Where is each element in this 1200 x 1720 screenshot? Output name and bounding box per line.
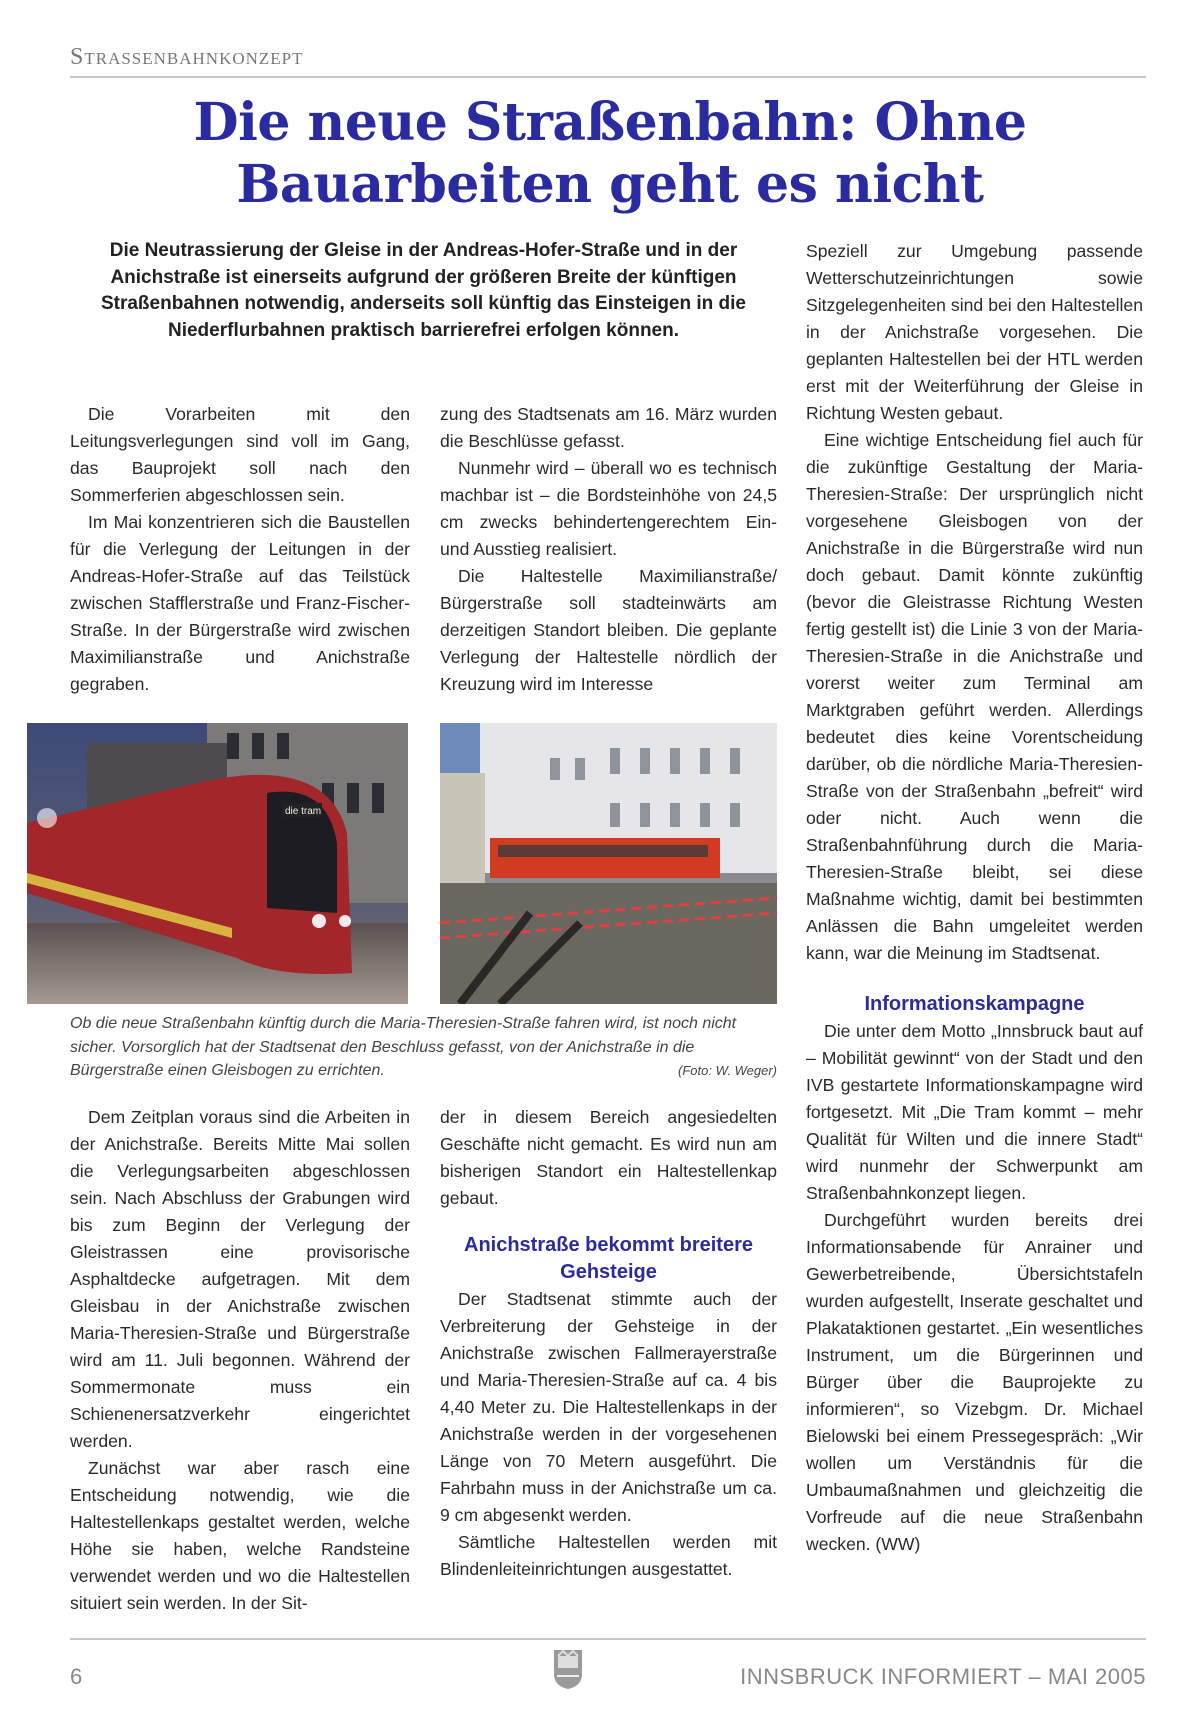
paragraph: Eine wichtige Entscheidung fiel auch für die zukünftige Gestaltung der Maria-Theresien-Straße: Der ursprünglich nicht vorgesehene Gleisbogen von der Anichstraße in die Bürgerstraße wird nun doch gebaut. Damit könnte zukünftig (bevor die Gleistrasse Richtung Westen fertig gestellt ist) die Linie 3 von der Maria-Theresien-Straße in die Anichstraße und vorerst weiter zum Terminal am Marktgraben geführt werden. Allerdings bedeutet dies keine Vorentscheidung darüber, ob die nördliche Maria-Theresien-Straße von der Straßenbahn „befreit“ wird oder nicht. Auch wenn die Straßenbahnführung durch die Maria-Theresien-Straße bleibt, sei diese Maßnahme wichtig, damit bei bestimmten Anlässen die Bahn umgeleitet werden kann, war die Meinung im Stadtsenat. <box>806 430 1143 963</box>
paragraph: Die Vorarbeiten mit den Leitungsverlegungen sind voll im Gang, das Bauprojekt soll nach den Sommerferien abgeschlossen sein. <box>70 404 410 505</box>
page-number: 6 <box>70 1664 83 1689</box>
tram-destination-sign: die tram <box>285 806 322 817</box>
paragraph: Nunmehr wird – überall wo es technisch machbar ist – die Bordsteinhöhe von 24,5 cm zwecks behindertengerechtem Ein- und Ausstieg realisiert. <box>440 458 777 559</box>
paragraph: Dem Zeitplan voraus sind die Arbeiten in der Anichstraße. Bereits Mitte Mai sollen die Verlegungsarbeiten abgeschlossen sein. Nach Abschluss der Grabungen wird bis zum Beginn der Verlegung der Gleistrassen eine provisorische Asphaltdecke aufgetragen. Mit dem Gleisbau in der Anichstraße zwischen Maria-Theresien-Straße und Bürgerstraße wird am 11. Juli begonnen. Während der Sommermonate muss ein Schienenersatzverkehr eingerichtet werden. <box>70 1107 410 1451</box>
subheading-informationskampagne: Informationskampagne <box>864 993 1085 1015</box>
lead-paragraph: Die Neutrassierung der Gleise in der Andreas-Hofer-Straße und in der Anichstraße ist einerseits aufgrund der größeren Breite der künftigen Straßenbahnen notwendig, anderseits soll künftig das Einsteigen in die Niederflurbahnen praktisch barrierefrei erfolgen können. <box>100 240 747 341</box>
paragraph: Der Stadtsenat stimmte auch der Verbreiterung der Gehsteige in der Anichstraße zwischen Fallmerayerstraße und Maria-Theresien-Straße auf ca. 4 bis 4,40 Meter zu. Die Haltestellenkaps in der Anichstraße werden in der vorgesehenen Länge von 70 Metern ausgeführt. Die Fahrbahn muss in der Anichstraße um ca. 9 cm abgesenkt werden. <box>440 1289 777 1525</box>
paragraph: Die Haltestelle Maximilianstraße/ Bürgerstraße soll stadteinwärts am derzeitigen Standort bleiben. Die geplante Verlegung der Haltestelle nördlich der Kreuzung wird im Interesse <box>440 566 777 694</box>
column-2-bottom <box>440 1104 777 1583</box>
paragraph: Zunächst war aber rasch eine Entscheidung notwendig, wie die Haltestellenkaps gestaltet werden, welche Höhe sie haben, welche Randsteine verwendet werden und wo die Haltestellen situiert sein werden. In der Sit- <box>70 1458 410 1613</box>
column-1-bottom <box>70 1104 410 1617</box>
construction-site-photo <box>440 723 777 1004</box>
column-2-top <box>440 401 777 698</box>
column-1-top <box>70 401 410 698</box>
photo-caption <box>70 1012 777 1083</box>
paragraph: Im Mai konzentrieren sich die Baustellen für die Verlegung der Leitungen in der Andreas-Hofer-Straße auf das Teilstück zwischen Stafflerstraße und Franz-Fischer-Straße. In der Bürgerstraße wird zwischen Maximilianstraße und Anichstraße gegraben. <box>70 512 410 694</box>
caption-text: Ob die neue Straßenbahn künftig durch die Maria-Theresien-Straße fahren wird, ist noch nicht sicher. Vorsorglich hat der Stadtsenat den Beschluss gefasst, von der Anichstraße in die Bürgerstraße einen Gleisbogen zu errichten. <box>70 1015 737 1079</box>
title-line-2: Bauarbeiten geht es nicht <box>236 154 984 215</box>
column-3 <box>806 238 1143 1558</box>
paragraph: Die unter dem Motto „Innsbruck baut auf – Mobilität gewinnt“ von der Stadt und den IVB gestartete Informationskampagne wird fortgesetzt. Mit „Die Tram kommt – mehr Qualität für Wilten und die innere Stadt“ wird nunmehr der Schwerpunkt am Straßenbahnkonzept liegen. <box>806 1021 1143 1203</box>
section-kicker: Strassenbahnkonzept <box>70 44 304 70</box>
header-divider <box>70 76 1146 78</box>
paragraph: Sämtliche Haltestellen werden mit Blindenleiteinrichtungen ausgestattet. <box>440 1532 777 1579</box>
innsbruck-coat-of-arms-icon <box>553 1648 583 1690</box>
title-line-1: Die neue Straßenbahn: Ohne <box>193 92 1027 153</box>
paragraph: der in diesem Bereich angesiedelten Geschäfte nicht gemacht. Es wird nun am bisherigen Standort ein Haltestellenkap gebaut. <box>440 1107 777 1208</box>
publication-footer: INNSBRUCK INFORMIERT – MAI 2005 <box>740 1664 1146 1689</box>
paragraph: zung des Stadtsenats am 16. März wurden die Beschlüsse gefasst. <box>440 404 777 451</box>
page-title <box>60 92 1160 216</box>
paragraph: Speziell zur Umgebung passende Wetterschutzeinrichtungen sowie Sitzgelegenheiten sind bei den Haltestellen in der Anichstraße vorgesehen. Die geplanten Haltestellen bei der HTL werden erst mit der Weiterführung der Gleise in Richtung Westen gebaut. <box>806 241 1143 423</box>
footer-divider <box>70 1638 1146 1640</box>
paragraph: Durchgeführt wurden bereits drei Informationsabende für Anrainer und Gewerbetreibende, Übersichtstafeln wurden aufgestellt, Inserate geschaltet und Plakataktionen gestartet. „Ein wesentliches Instrument, um die Bürgerinnen und Bürger über die Bauprojekte zu informieren“, so Vizebgm. Dr. Michael Bielowski bei einem Pressegespräch: „Wir wollen um Verständnis für die Umbaumaßnahmen und gleichzeitig die Vorfreude auf die neue Straßenbahn wecken. (WW) <box>806 1210 1143 1554</box>
tram-rendering-photo <box>27 723 408 1004</box>
photo-credit: (Foto: W. Weger) <box>678 1063 777 1078</box>
subheading-gehsteige: Anichstraße bekommt breitere Gehsteige <box>464 1234 753 1283</box>
